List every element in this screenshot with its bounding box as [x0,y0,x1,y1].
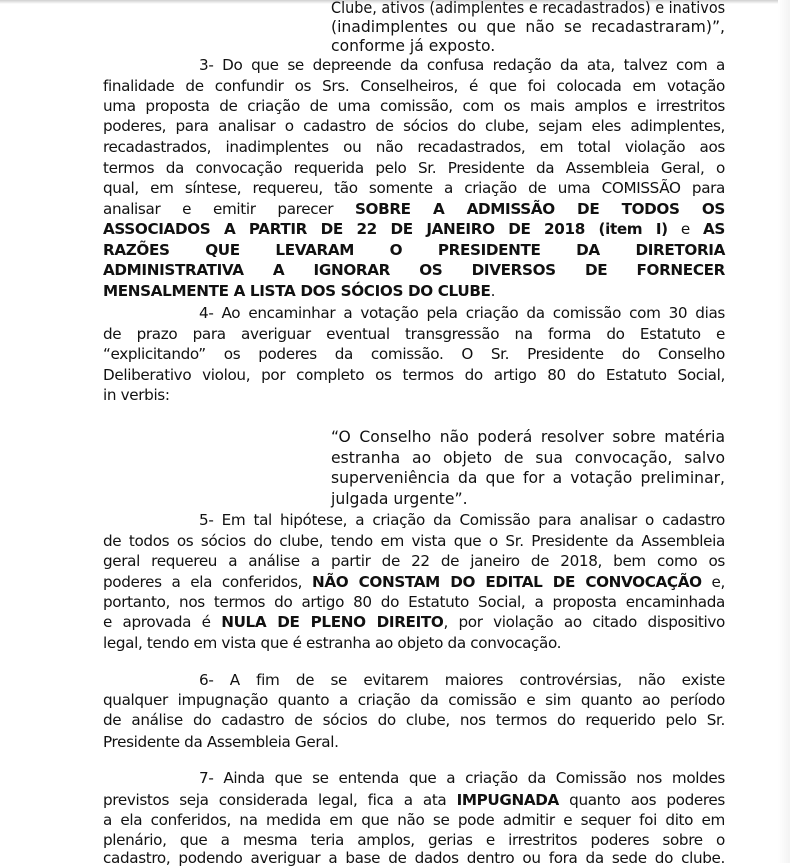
paragraph-line: 4- Ao encaminhar a votação pela criação da comissão com 30 dias [199,304,725,322]
text-normal: , por violação ao citado dispositivo [443,613,725,631]
paragraph-line: in verbis: [103,386,170,404]
paragraph-line: Deliberativo violou, por completo os termos do artigo 80 do Estatuto Social, [103,366,725,384]
scan-right-edge [778,0,790,863]
paragraph-line [103,199,725,219]
text-normal: e [680,220,690,238]
paragraph-line [103,219,725,239]
paragraph-line: poderes, para analisar o cadastro de sócios do clube, sejam eles adimplentes, [103,117,725,135]
text-normal: poderes a ela conferidos, [103,573,303,591]
text-bold: AS [703,220,726,238]
paragraph-line [103,572,725,592]
paragraph-line: plenário, que a mesma teria amplos, gerias e irrestritos poderes sobre o [103,831,725,849]
quote-line: “O Conselho não poderá resolver sobre matéria [331,428,725,446]
intro-line: Clube, ativos (adimplentes e recadastrados) e inativos [331,0,726,17]
paragraph-line: recadastrados, inadimplentes ou não recadastrados, em total violação aos [103,138,725,156]
quote-line: estranha ao objeto de sua convocação, salvo [331,449,725,467]
quote-line: julgada urgente”. [331,490,468,508]
paragraph-line: uma proposta de criação de uma comissão, com os mais amplos e irrestritos [103,97,725,115]
paragraph-line: de todos os sócios do clube, tendo em vista que o Sr. Presidente da Assembleia [103,532,725,550]
text-normal: e, [711,573,726,591]
text-bold: RAZÕES QUE LEVARAM O PRESIDENTE DA DIRETORIA [103,241,725,259]
paragraph-line [103,790,725,810]
paragraph-line: a ela conferidos, na medida em que não se pode admitir e sequer foi dito em [103,811,725,829]
text-normal: previstos seja considerada legal, fica a ata [103,791,447,809]
paragraph-line: termos da convocação requerida pelo Sr. Presidente da Assembleia Geral, o [103,159,725,177]
text-normal: analisar e emitir parecer [103,200,334,218]
paragraph-line: Presidente da Assembleia Geral. [103,733,339,751]
paragraph-line: de prazo para averiguar eventual transgressão na forma do Estatuto e [103,325,725,343]
paragraph-line: legal, tendo em vista que é estranha ao objeto da convocação. [103,634,562,652]
paragraph-line: qualquer impugnação quanto a criação da comissão e sim quanto ao período [103,691,725,709]
paragraph-line [103,240,725,260]
paragraph-line: portanto, nos termos do artigo 80 do Estatuto Social, a proposta encaminhada [103,593,725,611]
paragraph-line [103,260,725,280]
text-bold: NÃO CONSTAM DO EDITAL DE CONVOCAÇÃO [312,573,702,591]
paragraph-line [103,612,725,632]
text-normal: . [490,282,496,300]
paragraph-line: 3- Do que se depreende da confusa redação da ata, talvez com a [199,56,725,74]
intro-line: (inadimplentes ou que não se recadastraram)”, [331,18,725,36]
paragraph-line: de análise do cadastro de sócios do clube, nos termos do requerido pelo Sr. [103,711,725,729]
intro-line: conforme já exposto. [331,37,496,55]
paragraph-line: 6- A fim de se evitarem maiores controvérsias, não existe [199,671,725,689]
paragraph-line: geral requereu a análise a partir de 22 de janeiro de 2018, bem como os [103,552,725,570]
paragraph-line: cadastro, podendo averiguar a base de dados dentro ou fora da sede do clube. [103,849,725,867]
paragraph-line: 7- Ainda que se entenda que a criação da Comissão nos moldes [199,769,725,787]
text-bold: NULA DE PLENO DIREITO [221,613,444,631]
paragraph-line: finalidade de confundir os Srs. Conselheiros, é que foi colocada em votação [103,77,725,95]
text-normal: quanto aos poderes [569,791,725,809]
paragraph-line: qual, em síntese, requereu, tão somente a criação de uma COMISSÃO para [103,179,725,197]
text-bold: ASSOCIADOS A PARTIR DE 22 DE JANEIRO DE 2018 (item I) [103,220,668,238]
text-bold: MENSALMENTE A LISTA DOS SÓCIOS DO CLUBE [103,282,491,300]
paragraph-line: 5- Em tal hipótese, a criação da Comissão para analisar o cadastro [199,511,725,529]
text-bold: ADMINISTRATIVA A IGNORAR OS DIVERSOS DE FORNECER [103,261,725,279]
paragraph-line [103,281,725,301]
quote-line: superveniência da que for a votação preliminar, [331,469,725,487]
text-bold: IMPUGNADA [456,791,559,809]
paragraph-line: “explicitando” os poderes da comissão. O Sr. Presidente do Conselho [103,345,725,363]
text-normal: e aprovada é [103,613,211,631]
text-bold: SOBRE A ADMISSÃO DE TODOS OS [354,200,725,218]
